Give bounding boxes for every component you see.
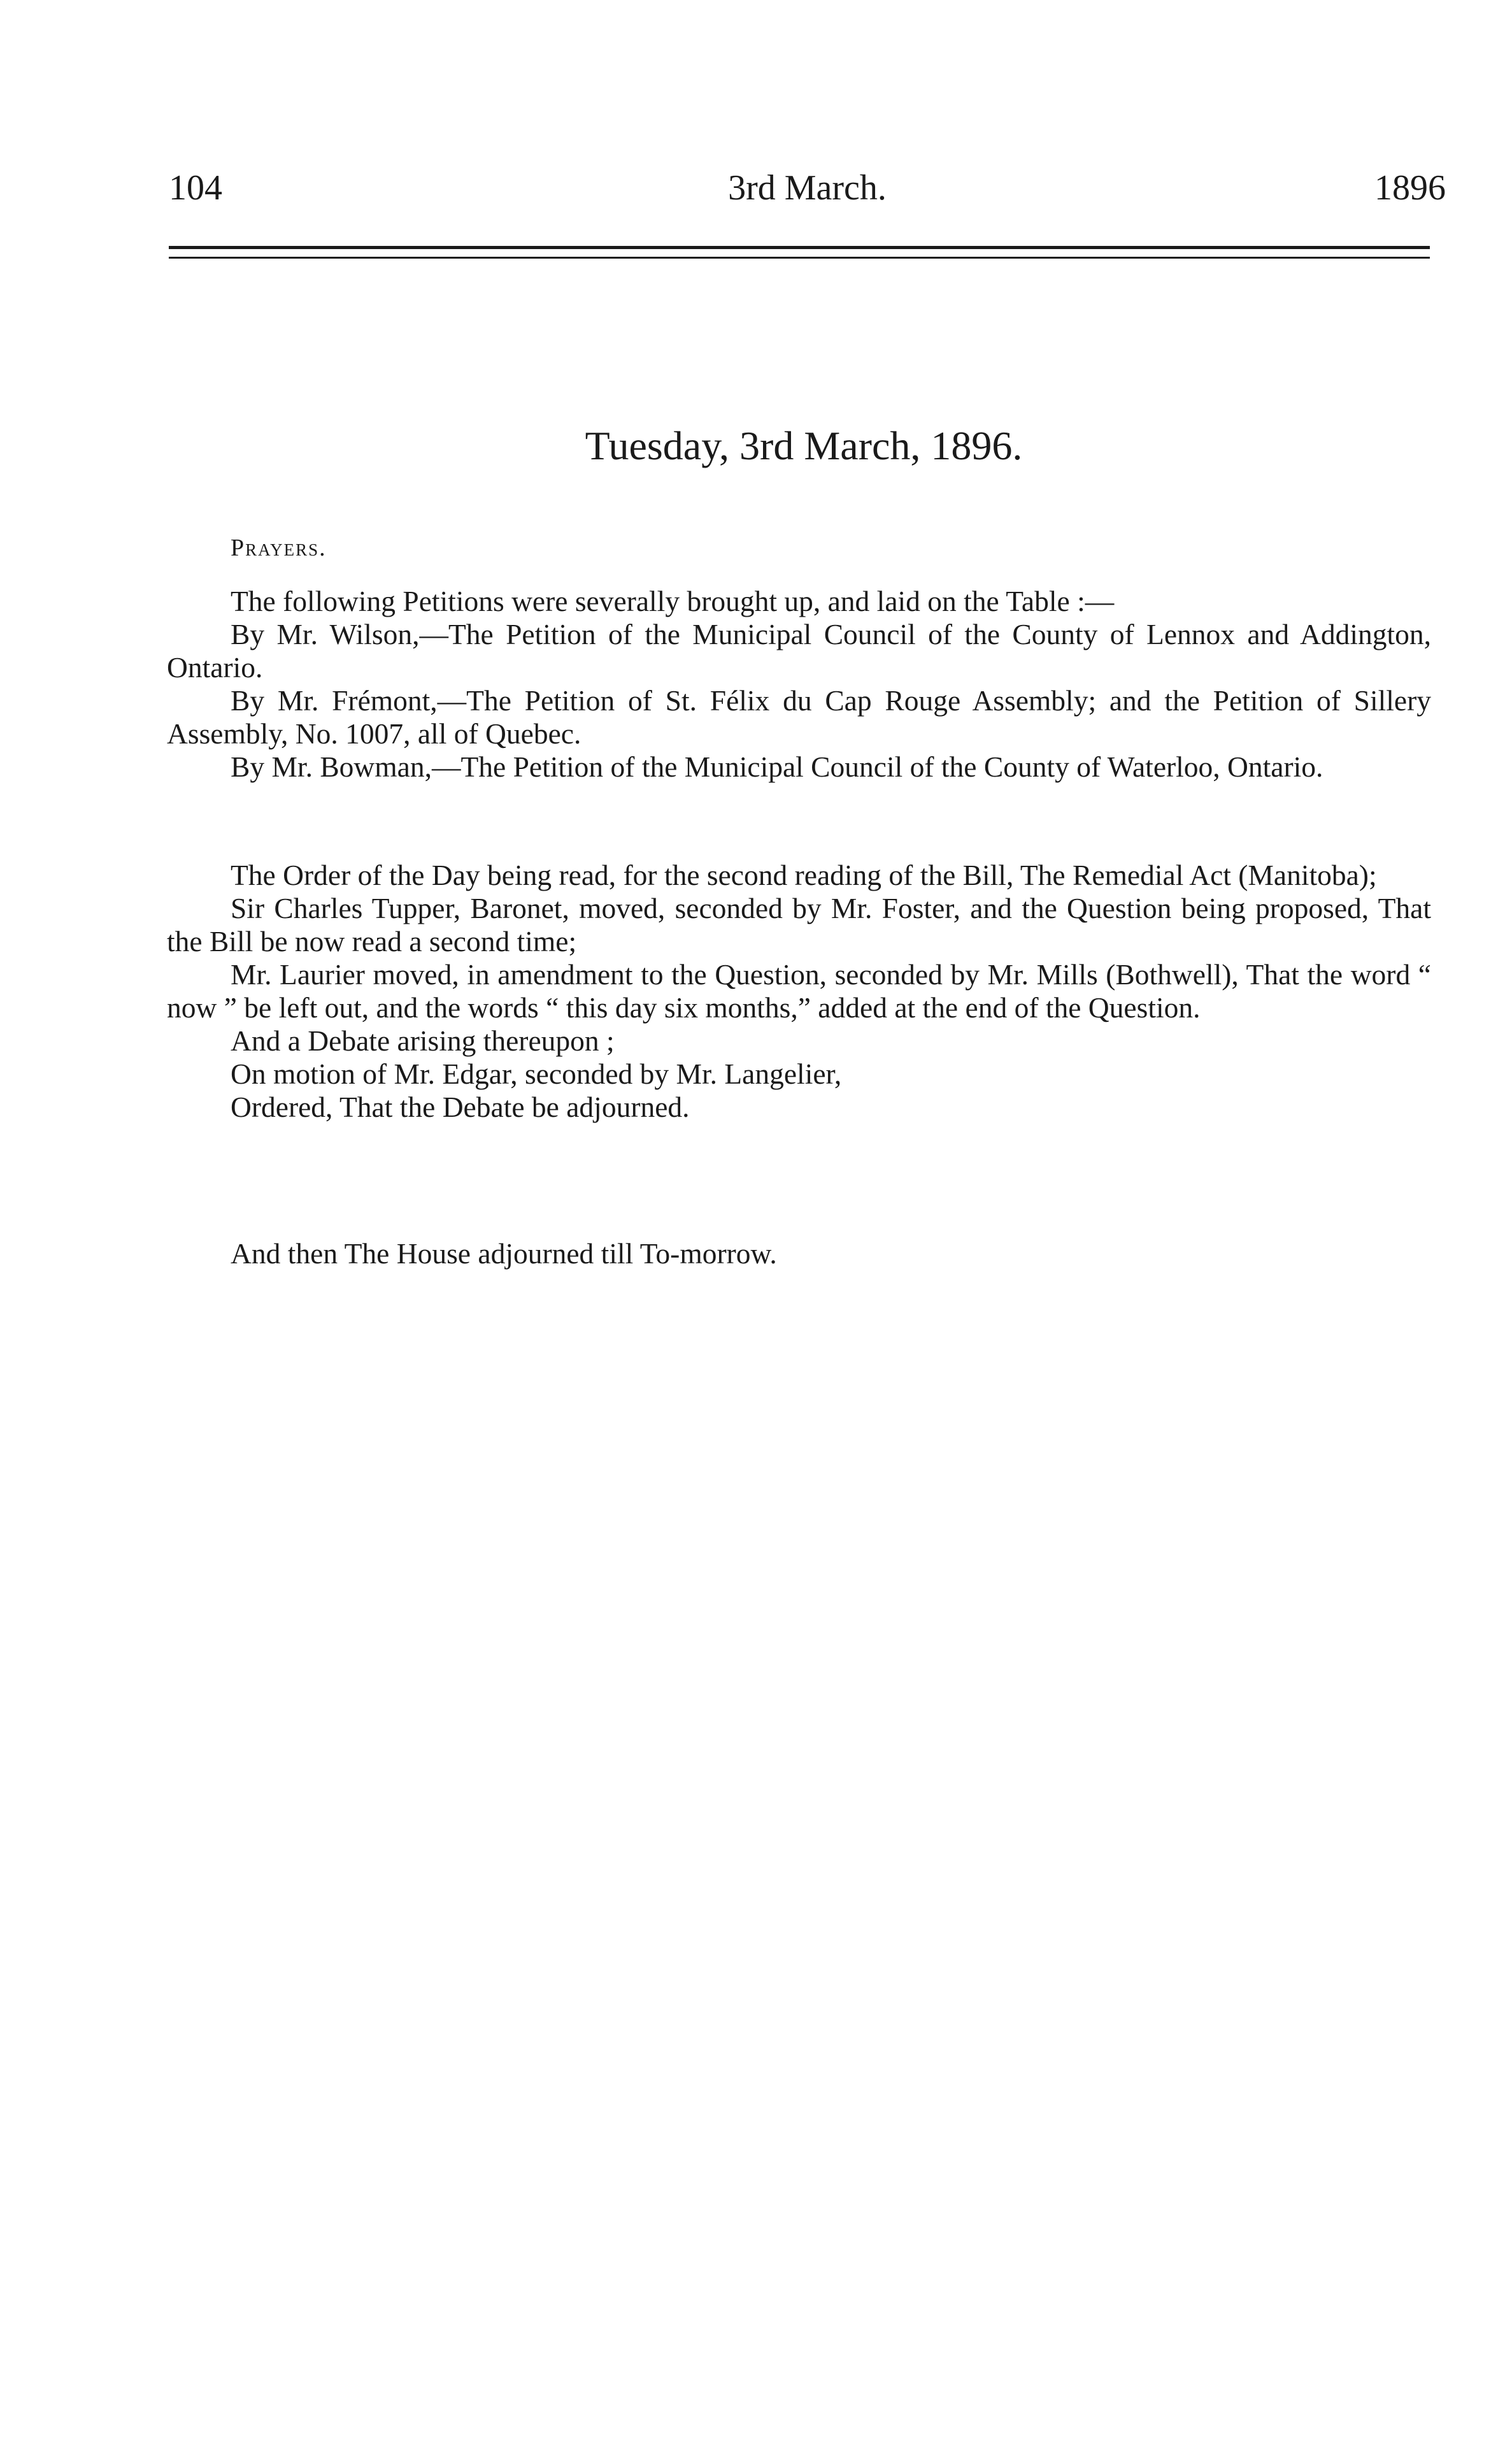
header-rule-thick [169,246,1430,249]
order-paragraph: Ordered, That the Debate be adjourned. [231,1091,690,1123]
order-paragraph: Mr. Laurier moved, in amendment to the Question, seconded by Mr. Mills (Bothwell), That the word “ now ” be left out, and the words “ this day six months,” added at the end of the Question. [167,958,1431,1024]
adjournment-text: And then The House adjourned till To-morrow. [231,1237,777,1270]
order-paragraph: The Order of the Day being read, for the second reading of the Bill, The Remedial Act (Manitoba); [231,859,1377,891]
running-title: 3rd March. [728,168,887,208]
petitions-intro: The following Petitions were severally brought up, and laid on the Table :— [231,585,1115,617]
order-paragraph: And a Debate arising thereupon ; [231,1024,615,1057]
order-paragraph: Sir Charles Tupper, Baronet, moved, seconded by Mr. Foster, and the Question being proposed, That the Bill be now read a second time; [167,892,1431,958]
sitting-date-heading: Tuesday, 3rd March, 1896. [585,423,1023,468]
petition-item: By Mr. Frémont,—The Petition of St. Félix du Cap Rouge Assembly; and the Petition of Sillery Assembly, No. 1007, all of Quebec. [167,684,1431,750]
petitions-section [167,585,1431,784]
running-head [169,162,1446,213]
order-of-day-section [167,859,1431,1124]
header-year: 1896 [1374,168,1446,208]
order-paragraph: On motion of Mr. Edgar, seconded by Mr. Langelier, [231,1058,842,1090]
petition-item: By Mr. Wilson,—The Petition of the Municipal Council of the County of Lennox and Addington, Ontario. [167,618,1431,684]
adjournment-section [167,1237,1431,1270]
page-number: 104 [169,168,222,208]
header-rule-thin [169,257,1430,259]
petition-item: By Mr. Bowman,—The Petition of the Municipal Council of the County of Waterloo, Ontario. [231,750,1323,783]
prayers-heading: Prayers. [231,535,327,561]
